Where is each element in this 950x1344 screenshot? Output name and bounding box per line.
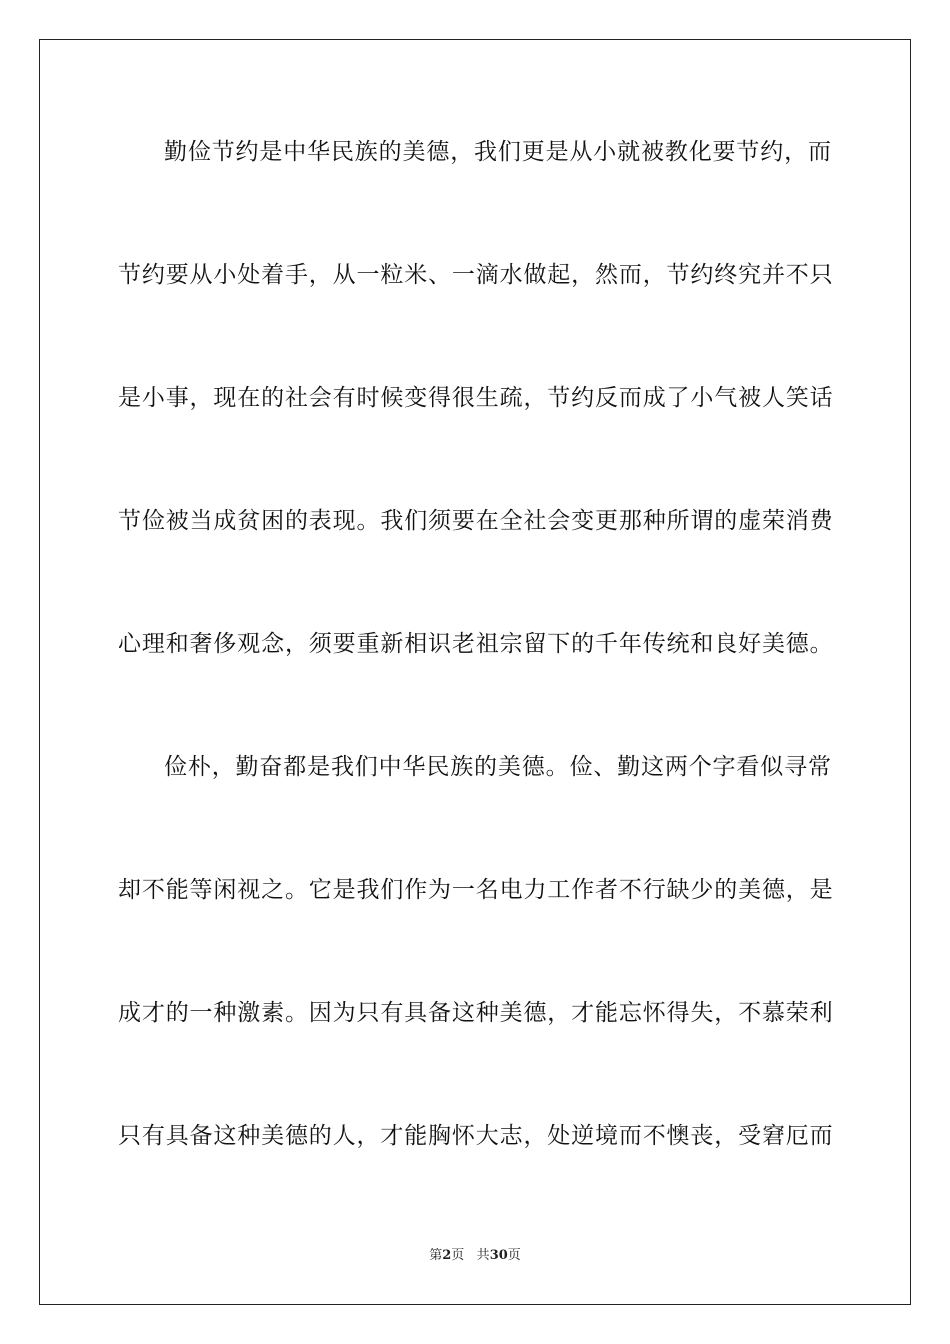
paragraph-1-line-3: 是小事，现在的社会有时候变得很生疏，节约反而成了小气被人笑话	[118, 385, 834, 411]
paragraph-2-line-2: 却不能等闲视之。它是我们作为一名电力工作者不行缺少的美德，是	[118, 877, 834, 903]
page-footer	[0, 1247, 950, 1265]
paragraph-2-line-4: 只有具备这种美德的人，才能胸怀大志，处逆境而不懊丧，受窘厄而	[118, 1123, 834, 1149]
footer-page-suffix: 页	[451, 1248, 465, 1263]
paragraph-1-line-4: 节俭被当成贫困的表现。我们须要在全社会变更那种所谓的虚荣消费	[118, 508, 834, 534]
paragraph-1-line-5: 心理和奢侈观念，须要重新相识老祖宗留下的千年传统和良好美德。	[118, 631, 834, 657]
footer-page-number: 2	[442, 1248, 452, 1263]
footer-prefix: 第	[429, 1248, 443, 1263]
footer-total-prefix: 共	[476, 1248, 490, 1263]
page-border	[39, 39, 911, 1305]
footer-total-pages: 30	[489, 1248, 508, 1263]
paragraph-1-line-2: 节约要从小处着手，从一粒米、一滴水做起，然而，节约终究并不只	[118, 262, 834, 288]
paragraph-1-line-1: 勤俭节约是中华民族的美德，我们更是从小就被教化要节约，而	[164, 139, 832, 165]
paragraph-2-line-1: 俭朴，勤奋都是我们中华民族的美德。俭、勤这两个字看似寻常	[164, 754, 832, 780]
paragraph-2-line-3: 成才的一种激素。因为只有具备这种美德，才能忘怀得失，不慕荣利	[118, 1000, 834, 1026]
footer-total-suffix: 页	[507, 1248, 521, 1263]
